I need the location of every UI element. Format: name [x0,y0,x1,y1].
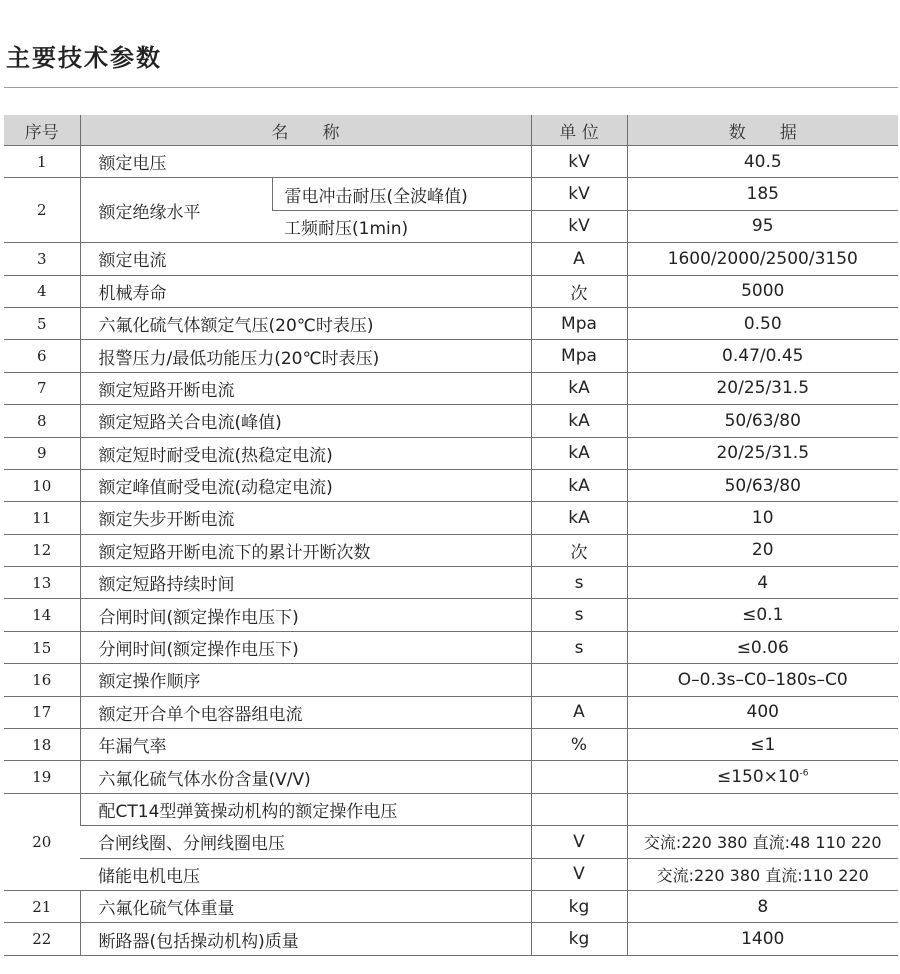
table-row [4,631,898,663]
row-unit [531,761,627,793]
row-seq: 6 [4,340,80,372]
row-value: 50/63/80 [627,469,898,501]
row-name: 额定短路开断电流 [80,372,531,404]
table-row [4,178,898,210]
row-value: 0.50 [627,307,898,339]
row-name: 额定短时耐受电流(热稳定电流) [80,437,531,469]
row-unit: V [531,858,627,890]
row-name: 额定短路持续时间 [80,567,531,599]
row-name: 六氟化硫气体额定气压(20℃时表压) [80,307,531,339]
row-seq: 10 [4,469,80,501]
row-value: 8 [627,890,898,922]
row-name: 额定失步开断电流 [80,502,531,534]
row-seq: 19 [4,761,80,793]
row-name: 储能电机电压 [80,858,531,890]
row-value: 1400 [627,923,898,955]
row-value: 20/25/31.5 [627,437,898,469]
table-row [4,599,898,631]
row-value: 5000 [627,275,898,307]
row-unit: V [531,826,627,858]
row-value [627,793,898,825]
row-seq: 17 [4,696,80,728]
row-value [627,761,898,793]
row-seq: 15 [4,631,80,663]
header-seq: 序号 [4,115,80,146]
row-name: 额定开合单个电容器组电流 [80,696,531,728]
table-row [4,502,898,534]
row-subname: 雷电冲击耐压(全波峰值) [272,178,531,210]
row-value: 95 [627,210,898,242]
table-row [4,664,898,696]
row-value: 交流:220 380 直流:48 110 220 [627,826,898,858]
row-value: 0.47/0.45 [627,340,898,372]
row-name: 六氟化硫气体水份含量(V/V) [80,761,531,793]
row-name: 六氟化硫气体重量 [80,890,531,922]
row-unit: 次 [531,275,627,307]
row-value: ≤0.1 [627,599,898,631]
table-row [4,340,898,372]
row-name: 配CT14型弹簧操动机构的额定操作电压 [80,793,531,825]
row-name: 合闸时间(额定操作电压下) [80,599,531,631]
row-seq: 22 [4,923,80,955]
page-title: 主要技术参数 [6,44,162,72]
spec-table [4,115,898,956]
row-name: 年漏气率 [80,729,531,761]
row-seq: 1 [4,146,80,178]
table-header-row [4,115,898,146]
table-row [4,243,898,275]
table-row [4,923,898,955]
row-name: 额定绝缘水平 [80,178,272,243]
row-name: 额定电流 [80,243,531,275]
table-row [4,437,898,469]
row-unit: Mpa [531,340,627,372]
header-unit: 单 位 [531,115,627,146]
row-value: 185 [627,178,898,210]
row-value: 20/25/31.5 [627,372,898,404]
row-unit: kA [531,405,627,437]
row-value: ≤1 [627,729,898,761]
row-unit: kA [531,502,627,534]
row-unit: A [531,696,627,728]
row-value: 40.5 [627,146,898,178]
table-row [4,534,898,566]
row-value-base: ≤150×10 [716,767,800,788]
row-value-exponent: -6 [799,768,809,779]
row-seq: 11 [4,502,80,534]
row-subname: 工频耐压(1min) [272,210,531,242]
row-value: 50/63/80 [627,405,898,437]
row-name: 机械寿命 [80,275,531,307]
row-unit: kA [531,372,627,404]
row-value: 400 [627,696,898,728]
row-seq: 16 [4,664,80,696]
row-unit: kA [531,469,627,501]
row-unit: s [531,567,627,599]
row-name: 合闸线圈、分闸线圈电压 [80,826,531,858]
table-row [4,567,898,599]
table-row [4,405,898,437]
row-unit: kg [531,923,627,955]
table-row [4,858,898,890]
table-row [4,890,898,922]
row-seq: 21 [4,890,80,922]
row-unit: Mpa [531,307,627,339]
row-name: 额定操作顺序 [80,664,531,696]
row-seq: 14 [4,599,80,631]
row-seq: 8 [4,405,80,437]
row-seq: 18 [4,729,80,761]
table-row [4,696,898,728]
header-value: 数 据 [627,115,898,146]
row-name: 额定短路开断电流下的累计开断次数 [80,534,531,566]
row-value: 4 [627,567,898,599]
row-unit: kV [531,178,627,210]
row-seq: 20 [4,793,80,890]
row-value: 10 [627,502,898,534]
row-value: 交流:220 380 直流:110 220 [627,858,898,890]
row-name: 报警压力/最低功能压力(20℃时表压) [80,340,531,372]
row-name: 断路器(包括操动机构)质量 [80,923,531,955]
row-seq: 13 [4,567,80,599]
row-unit: kV [531,210,627,242]
table-row [4,761,898,793]
row-unit [531,793,627,825]
row-name: 分闸时间(额定操作电压下) [80,631,531,663]
header-name: 名 称 [80,115,531,146]
row-seq: 5 [4,307,80,339]
row-seq: 4 [4,275,80,307]
row-value: 20 [627,534,898,566]
row-seq: 7 [4,372,80,404]
row-seq: 3 [4,243,80,275]
row-name: 额定峰值耐受电流(动稳定电流) [80,469,531,501]
row-unit: kV [531,146,627,178]
table-row [4,372,898,404]
table-row [4,307,898,339]
row-seq: 2 [4,178,80,243]
row-unit: kg [531,890,627,922]
row-name: 额定电压 [80,146,531,178]
row-seq: 9 [4,437,80,469]
table-row [4,826,898,858]
row-unit: 次 [531,534,627,566]
title-divider [4,87,898,88]
row-unit: s [531,631,627,663]
table-row [4,146,898,178]
row-seq: 12 [4,534,80,566]
row-unit: A [531,243,627,275]
row-value: 1600/2000/2500/3150 [627,243,898,275]
table-row [4,469,898,501]
row-value: ≤0.06 [627,631,898,663]
row-name: 额定短路关合电流(峰值) [80,405,531,437]
table-row [4,275,898,307]
row-unit: kA [531,437,627,469]
table-row [4,793,898,825]
row-value: O–0.3s–C0–180s–C0 [627,664,898,696]
row-unit: % [531,729,627,761]
row-unit [531,664,627,696]
row-unit: s [531,599,627,631]
table-row [4,729,898,761]
